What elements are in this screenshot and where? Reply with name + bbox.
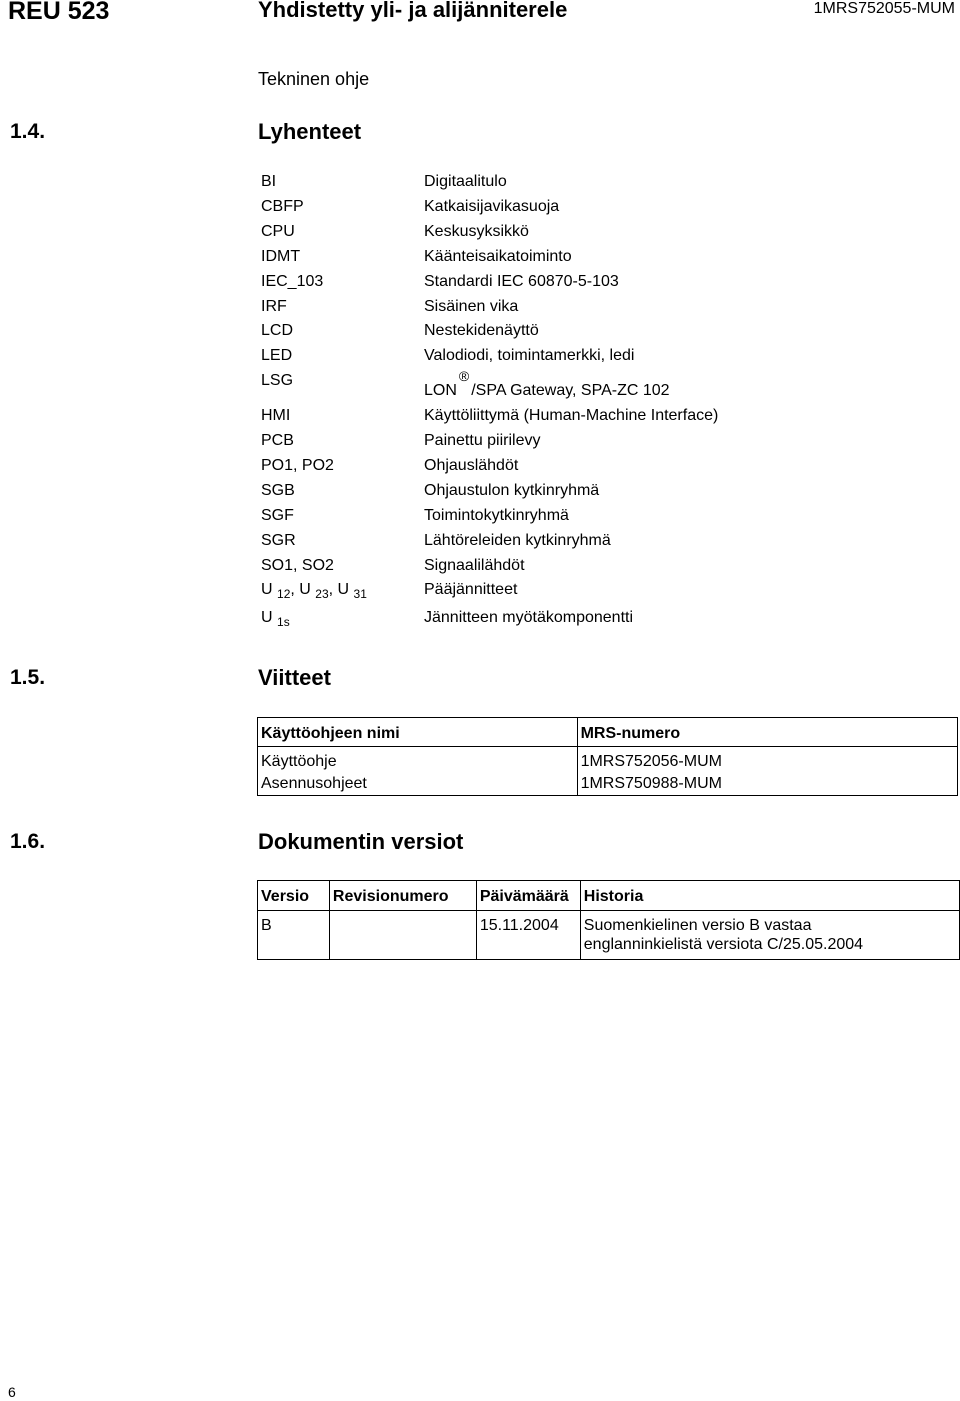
abbr-key xyxy=(261,581,367,599)
abbr-key: IEC_103 xyxy=(261,273,324,290)
abbr-value: Toimintokytkinryhmä xyxy=(424,507,569,524)
table-cell: 1MRS752056-MUM xyxy=(577,747,957,773)
document-subtitle: Tekninen ohje xyxy=(258,69,370,89)
abbr-value: Digitaalitulo xyxy=(424,173,507,190)
table-cell: Asennusohjeet xyxy=(258,772,578,796)
abbr-value: Signaalilähdöt xyxy=(424,557,525,574)
history-line: Suomenkielinen versio B vastaa xyxy=(583,917,812,934)
abbr-key-subscript: 23 xyxy=(315,587,329,601)
section-title-abbreviations: Lyhenteet xyxy=(258,119,362,144)
section-title-versions: Dokumentin versiot xyxy=(258,829,464,854)
abbr-key: CPU xyxy=(261,223,295,240)
abbr-key-subscript: 1s xyxy=(277,615,290,629)
table-header-row xyxy=(258,881,960,911)
abbr-value: Painettu piirilevy xyxy=(424,432,541,449)
abbr-value: Standardi IEC 60870-5-103 xyxy=(424,273,619,290)
abbr-key: IRF xyxy=(261,298,287,315)
abbr-key: IDMT xyxy=(261,248,301,265)
versions-table xyxy=(257,880,960,960)
abbr-key-part: U xyxy=(261,581,273,598)
abbr-key: SO1, SO2 xyxy=(261,557,334,574)
abbr-key: LCD xyxy=(261,322,294,339)
abbr-key: PO1, PO2 xyxy=(261,457,334,474)
table-row xyxy=(258,911,960,960)
abbr-value: Nestekidenäyttö xyxy=(424,322,539,339)
references-table xyxy=(257,717,958,796)
document-title: Yhdistetty yli- ja alijänniterele xyxy=(258,0,568,22)
table-cell: B xyxy=(258,911,330,960)
table-cell: 1MRS750988-MUM xyxy=(577,772,957,796)
section-title-references: Viitteet xyxy=(258,665,331,690)
abbr-value-lon: LON xyxy=(424,382,457,399)
section-number-references: 1.5. xyxy=(10,666,46,689)
abbr-key: LED xyxy=(261,347,293,364)
abbr-key-part: , U xyxy=(328,581,350,598)
section-number-versions: 1.6. xyxy=(10,830,46,853)
table-cell xyxy=(580,911,959,960)
abbr-value: Keskusyksikkö xyxy=(424,223,529,240)
document-code: 1MRS752055-MUM xyxy=(813,0,955,17)
abbr-key: SGR xyxy=(261,532,296,549)
abbr-value: Valodiodi, toimintamerkki, ledi xyxy=(424,347,635,364)
table-row xyxy=(258,772,958,796)
abbr-key: CBFP xyxy=(261,198,304,215)
column-header: Versio xyxy=(258,881,330,911)
abbr-key: HMI xyxy=(261,407,291,424)
column-header: Päivämäärä xyxy=(476,881,580,911)
abbr-value: Pääjännitteet xyxy=(424,581,518,598)
abbr-key: LSG xyxy=(261,372,294,389)
abbr-value: Jännitteen myötäkomponentti xyxy=(424,609,634,626)
abbr-value: Käyttöliittymä (Human-Machine Interface) xyxy=(424,407,719,424)
abbr-value: Ohjauslähdöt xyxy=(424,457,519,474)
abbr-value: Lähtöreleiden kytkinryhmä xyxy=(424,532,611,549)
table-cell: 15.11.2004 xyxy=(476,911,580,960)
abbr-key: BI xyxy=(261,173,277,190)
history-line: englanninkielistä versiota C/25.05.2004 xyxy=(583,936,864,953)
column-header: Revisionumero xyxy=(329,881,476,911)
table-cell: Käyttöohje xyxy=(258,747,578,773)
abbr-key-subscript: 12 xyxy=(277,587,291,601)
table-header-row xyxy=(258,718,958,747)
product-name: REU 523 xyxy=(8,0,110,25)
column-header: MRS-numero xyxy=(577,718,957,747)
page-number: 6 xyxy=(8,1384,16,1400)
abbr-value: Sisäinen vika xyxy=(424,298,519,315)
abbr-key: PCB xyxy=(261,432,294,449)
abbr-value: Käänteisaikatoiminto xyxy=(424,248,572,265)
abbr-value xyxy=(424,368,670,400)
abbr-key xyxy=(261,609,290,627)
abbr-value: Ohjaustulon kytkinryhmä xyxy=(424,482,600,499)
abbr-key-subscript: 31 xyxy=(353,587,367,601)
abbr-key: SGB xyxy=(261,482,295,499)
abbr-key: SGF xyxy=(261,507,294,524)
abbr-value-gateway: /SPA Gateway, SPA-ZC 102 xyxy=(471,382,670,399)
column-header: Historia xyxy=(580,881,959,911)
abbr-key-part: , U xyxy=(290,581,311,598)
table-cell xyxy=(329,911,476,960)
column-header: Käyttöohjeen nimi xyxy=(258,718,578,747)
table-row xyxy=(258,747,958,773)
section-number-abbreviations: 1.4. xyxy=(10,120,46,143)
registered-mark: ® xyxy=(458,368,470,384)
abbr-value: Katkaisijavikasuoja xyxy=(424,198,560,215)
abbr-key-part: U xyxy=(261,609,273,626)
